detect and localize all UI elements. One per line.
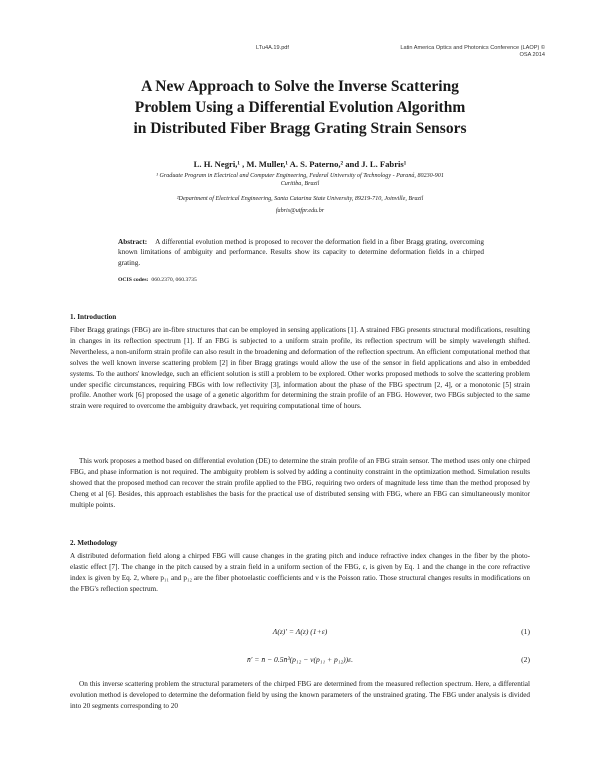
ocis-values: 060.2370, 060.3735 (151, 277, 197, 283)
title-line-1: A New Approach to Solve the Inverse Scattering (141, 78, 459, 95)
header-conference-line1: Latin America Optics and Photonics Conference (LAOP) © (400, 45, 545, 51)
ocis-codes (118, 277, 197, 283)
section-heading-introduction: 1. Introduction (70, 313, 117, 321)
abstract-label: Abstract: (118, 238, 148, 246)
abstract-text: A differential evolution method is proposed to recover the deformation field in a fiber Bragg grating, overcoming known limitations of ambiguity and performance. Results show its capacity to determine deformation fields in a chirped grating. (118, 238, 485, 267)
header-conference-line2: OSA 2014 (519, 52, 545, 58)
ocis-label: OCIS codes: (118, 277, 149, 283)
title-line-2: Problem Using a Differential Evolution Algorithm (134, 99, 466, 116)
header-conference (363, 45, 545, 59)
intro-paragraph-2: This work proposes a method based on differential evolution (DE) to determine the strain profile of an FBG strain sensor. The method uses only one chirped FBG, and phase information is not required. The ambiguity problem is solved by adding a continuity constraint in the optimization method. Simulation results showed that the proposed method can recover the strain profile applied to the FBG, requiring two orders of magnitude less time than the method proposed by Cheng et al [6]. Besides, this approach establishes the basis for the practical use of distributed sensing with FBG, where an FBG can simultaneously monitor multiple points. (70, 457, 530, 509)
header-filename: LTu4A.19.pdf (256, 45, 289, 51)
affiliation-2: ²Department of Electrical Engineering, Santa Catarina State University, 89219-710, Joinville, Brazil (176, 196, 424, 202)
intro-paragraph-1: Fiber Bragg gratings (FBG) are in-fibre structures that can be employed in sensing applications [1]. A strained FBG presents structural modifications, resulting in changes in its reflection spectrum [1]. If an FBG is subjected to a uniform strain profile, its reflection spectrum will be simply wavelength shifted. Nevertheless, a non-uniform strain profile can also result in the broadening and deformation of the reflection spectrum. An efficient computational method that solves the well known inverse scattering problem [2] in fiber Bragg gratings would allow the use of the sensor in field applications and also in embedded systems. To the authors' knowledge, such an efficient solution is still a problem to be explored. Other works proposed methods to solve the scattering problem under specific circumstances, requiring FBGs with low reflectivity [3], information about the phase of the FBG spectrum [2, 4], or a monotonic [5] strain profile. Another work [6] proposed the usage of a genetic algorithm for determining the strain profile of an FBG. However, two FBGs subjected to the same strain were required to overcome the ambiguity drawback, yet requiring computational time of hours. (70, 326, 530, 411)
abstract (118, 237, 484, 268)
equation-1-expression: Λ(z)′ = Λ(z) (1+ε) (272, 627, 328, 636)
methodology-paragraph-2: On this inverse scattering problem the structural parameters of the chirped FBG are determined from the measured reflection spectrum. Here, a differential evolution method is developed to determine the deformation field by using the known parameters of the unstrained grating. The FBG under analysis is divided into 20 segments corresponding to 20 (70, 680, 530, 710)
equation-2-number: (2) (521, 655, 530, 664)
author-list: L. H. Negri,¹ , M. Muller,¹ A. S. Paterno,² and J. L. Fabris¹ (193, 159, 407, 169)
equation-1-number: (1) (521, 627, 530, 636)
affiliation-1-line1: ¹ Graduate Program in Electrical and Computer Engineering, Federal University of Technology - Paraná, 80230-901 (156, 173, 444, 179)
methodology-paragraph-1: A distributed deformation field along a chirped FBG will cause changes in the grating pitch and induce refractive index changes in the fiber by the photo-elastic effect [7]. The change in the pitch caused by a strain field in a uniform section of the FBG, ε, is given by Eq. 1 and the change in the core refractive index is given by Eq. 2, where p₁₁ and p₁₂ are the fiber photoelastic coefficients and ν is the Poisson ratio. Those structural changes results in modifications on the FBG's reflection spectrum. (70, 552, 530, 593)
title-line-3: in Distributed Fiber Bragg Grating Strain Sensors (133, 120, 467, 137)
contact-email[interactable]: fabris@utfpr.edu.br (275, 208, 325, 214)
equation-2-expression: n̄′ = n̄ − 0.5n̄³(p₁₂ − ν(p₁₁ + p₁₂))ε. (246, 655, 354, 664)
section-heading-methodology: 2. Methodology (70, 539, 118, 547)
affiliation-1-line2: Curitiba, Brazil (280, 180, 320, 187)
paper-title (60, 76, 540, 139)
affiliation-1 (100, 173, 500, 188)
